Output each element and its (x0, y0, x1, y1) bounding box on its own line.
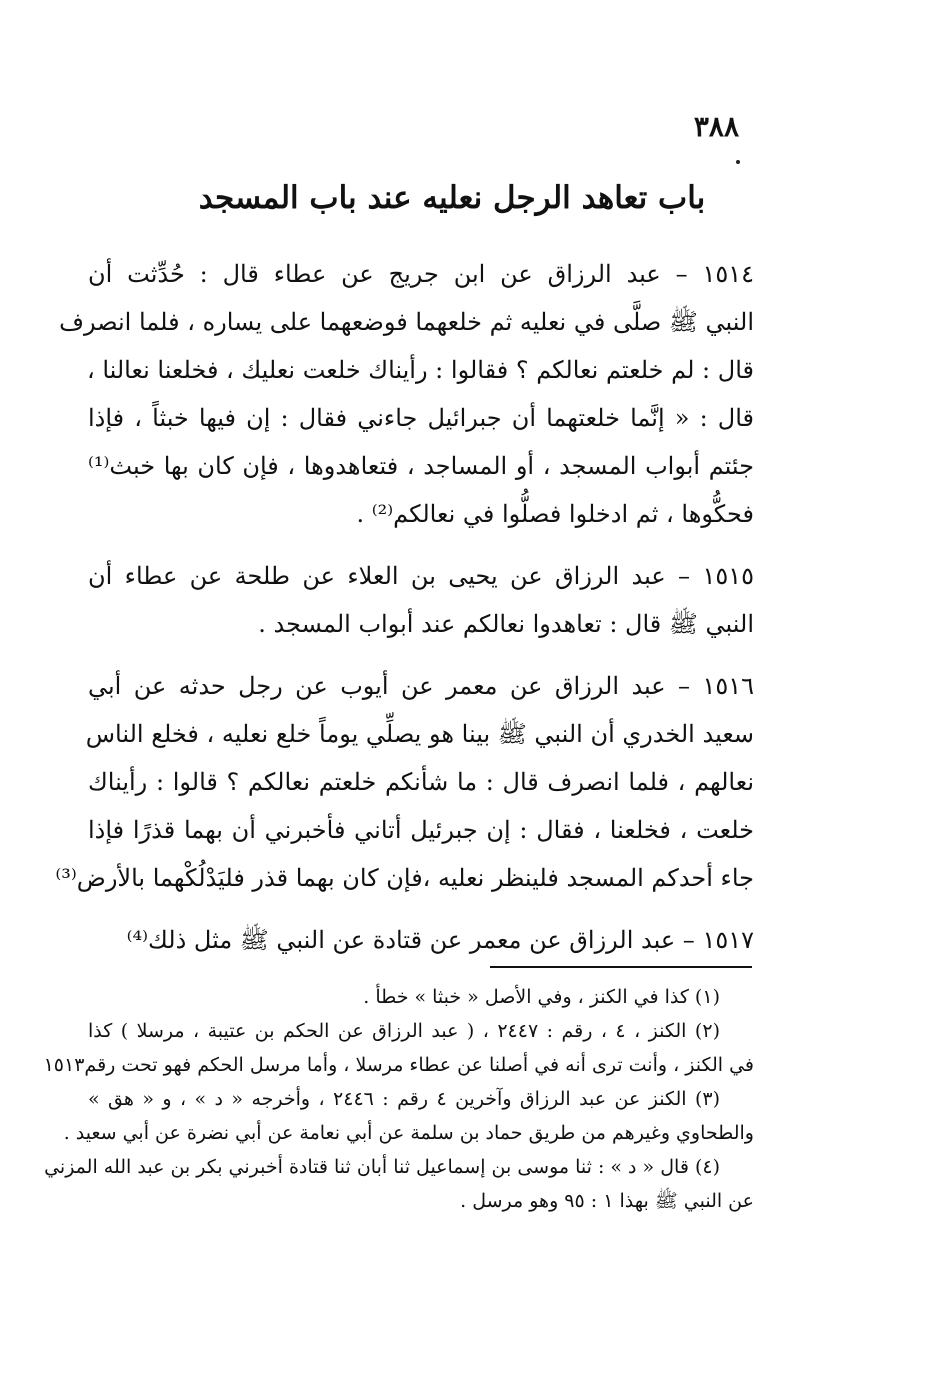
footnote-line: في الكنز ، وأنت ترى أنه في أصلنا عن عطاء مرسلا ، وأما مرسل الحكم فهو تحت رقم١٥١٣ (43, 1054, 754, 1076)
hadith-1515 (88, 552, 754, 648)
text-line: جاء أحدكم المسجد فلينظر نعليه ،فإن كان بهما قذر فليَدْلُكْهما بالأرض⁽³⁾ (55, 864, 754, 892)
hadith-1514 (59, 250, 754, 538)
text-line: ١٥١٦ – عبد الرزاق عن معمر عن أيوب عن رجل حدثه عن أبي (88, 672, 754, 700)
text-line: خلعت ، فخلعنا ، فقال : إن جبرئيل أتاني فأخبرني أن بهما قذرًا فإذا (88, 816, 754, 844)
footnote-line: والطحاوي وغيرهم من طريق حماد بن سلمة عن أبي نعامة عن أبي نضرة عن أبي سعيد . (63, 1122, 754, 1144)
footnotes (43, 980, 754, 1218)
footnote-separator (490, 966, 752, 968)
text-line: قال : « إنَّما خلعتهما أن جبرائيل جاءني فقال : إن فيها خبثاً ، فإذا (88, 404, 754, 432)
hadith-1516 (55, 662, 754, 902)
footnote-line: (١) كذا في الكنز ، وفي الأصل « خبثا » خطأ . (363, 986, 720, 1008)
text-line: ١٥١٤ – عبد الرزاق عن ابن جريج عن عطاء قال : حُدِّثت أن (88, 260, 754, 288)
text-line: فحكُّوها ، ثم ادخلوا فصلُّوا في نعالكم⁽²⁾ . (356, 500, 754, 528)
text-line: جئتم أبواب المسجد ، أو المساجد ، فتعاهدوها ، فإن كان بها خبث⁽¹⁾ (88, 452, 754, 480)
footnote-line: (٢) الكنز ، ٤ ، رقم : ٢٤٤٧ ، ( عبد الرزاق عن الحكم بن عتيبة ، مرسلا ) كذا (88, 1020, 720, 1042)
text-line: قال : لم خلعتم نعالكم ؟ فقالوا : رأيناك خلعت نعليك ، فخلعنا نعالنا ، (86, 356, 754, 384)
footnote-line: (٣) الكنز عن عبد الرزاق وآخرين ٤ رقم : ٢٤٤٦ ، وأخرجه « د » ، و « هق » (88, 1088, 721, 1110)
footnote-2 (43, 1014, 754, 1082)
page-number: ٣٨٨ (693, 110, 739, 143)
footnote-line: (٤) قال « د » : ثنا موسى بن إسماعيل ثنا أبان ثنا قتادة أخبرني بكر بن عبد الله المزني (44, 1156, 720, 1178)
text-line: ١٥١٧ – عبد الرزاق عن معمر عن قتادة عن النبي ﷺ مثل ذلك⁽⁴⁾ (126, 926, 754, 954)
ink-dot (736, 160, 740, 164)
footnote-1 (88, 980, 754, 1014)
main-text (55, 250, 754, 978)
text-line: نعالهم ، فلما انصرف قال : ما شأنكم خلعتم نعالكم ؟ قالوا : رأيناك (88, 768, 754, 796)
text-line: ١٥١٥ – عبد الرزاق عن يحيى بن العلاء عن طلحة عن عطاء أن (88, 562, 754, 590)
footnote-line: عن النبي ﷺ بهذا ١ : ٩٥ وهو مرسل . (460, 1190, 754, 1212)
chapter-title: باب تعاهد الرجل نعليه عند باب المسجد (198, 180, 706, 216)
hadith-1517 (88, 916, 754, 964)
text-line: سعيد الخدري أن النبي ﷺ بينا هو يصلِّي يوماً خلع نعليه ، فخلع الناس (85, 720, 754, 748)
footnote-4 (44, 1150, 754, 1218)
text-line: النبي ﷺ صلَّى في نعليه ثم خلعهما فوضعهما على يساره ، فلما انصرف (59, 308, 754, 336)
text-line: النبي ﷺ قال : تعاهدوا نعالكم عند أبواب المسجد . (258, 610, 754, 638)
footnote-3 (63, 1082, 754, 1150)
